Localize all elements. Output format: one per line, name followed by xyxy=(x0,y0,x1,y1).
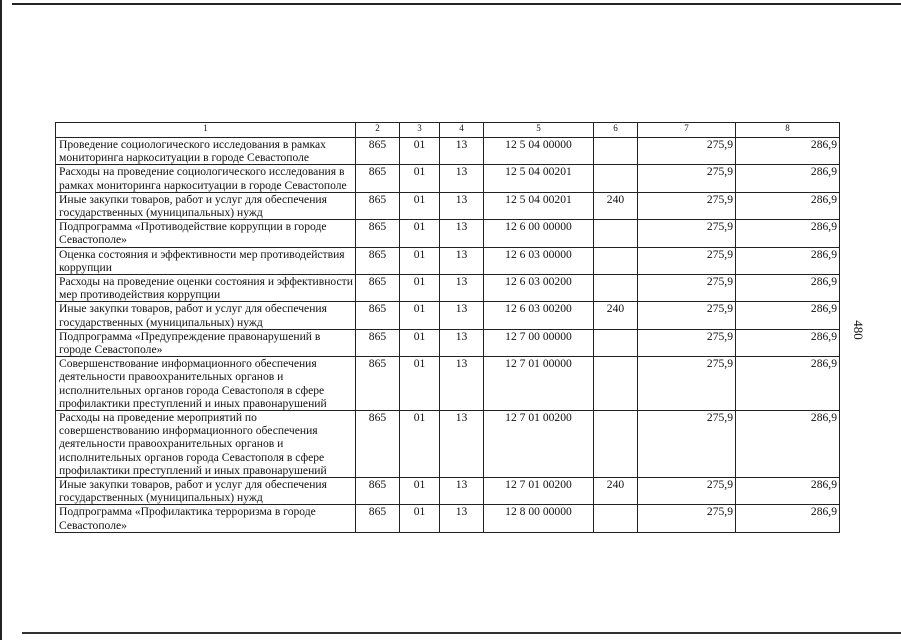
table-cell-c2: 865 xyxy=(356,357,400,411)
column-header: 1 xyxy=(56,123,356,138)
table-cell-c4: 13 xyxy=(440,357,484,411)
table-cell-c5: 12 6 00 00000 xyxy=(484,220,594,247)
table-cell-c3: 01 xyxy=(400,357,440,411)
table-cell-c8: 286,9 xyxy=(736,138,840,165)
table-row xyxy=(56,275,840,302)
table-cell-c6 xyxy=(594,165,638,192)
table-cell-c5: 12 6 03 00200 xyxy=(484,302,594,329)
budget-table xyxy=(55,122,840,533)
table-cell-c6 xyxy=(594,411,638,478)
column-header: 7 xyxy=(638,123,736,138)
table-cell-c5: 12 8 00 00000 xyxy=(484,505,594,532)
table-cell-c4: 13 xyxy=(440,247,484,274)
column-header: 5 xyxy=(484,123,594,138)
table-cell-c7: 275,9 xyxy=(638,302,736,329)
table-cell-c2: 865 xyxy=(356,329,400,356)
table-row xyxy=(56,247,840,274)
table-cell-c8: 286,9 xyxy=(736,165,840,192)
column-header: 6 xyxy=(594,123,638,138)
table-cell-c6 xyxy=(594,247,638,274)
table-row xyxy=(56,220,840,247)
table-cell-c8: 286,9 xyxy=(736,357,840,411)
table-cell-c4: 13 xyxy=(440,165,484,192)
table-cell-c3: 01 xyxy=(400,505,440,532)
table-cell-c4: 13 xyxy=(440,275,484,302)
table-row xyxy=(56,138,840,165)
table-cell-c8: 286,9 xyxy=(736,411,840,478)
table-cell-c3: 01 xyxy=(400,478,440,505)
table-cell-c5: 12 6 03 00000 xyxy=(484,247,594,274)
table-cell-c2: 865 xyxy=(356,165,400,192)
table-cell-c7: 275,9 xyxy=(638,138,736,165)
page-frame-bottom xyxy=(22,632,901,634)
table-cell-c8: 286,9 xyxy=(736,247,840,274)
table-cell-c4: 13 xyxy=(440,411,484,478)
page-frame-top xyxy=(12,3,901,5)
table-cell-c7: 275,9 xyxy=(638,192,736,219)
table-cell-name: Иные закупки товаров, работ и услуг для обеспечения государственных (муниципальных) нужд xyxy=(56,478,356,505)
table-cell-c4: 13 xyxy=(440,192,484,219)
table-cell-c6: 240 xyxy=(594,192,638,219)
table-cell-c3: 01 xyxy=(400,247,440,274)
table-cell-name: Расходы на проведение оценки состояния и эффективности мер противодействия коррупции xyxy=(56,275,356,302)
table-cell-c7: 275,9 xyxy=(638,165,736,192)
table-cell-c7: 275,9 xyxy=(638,247,736,274)
table-cell-name: Подпрограмма «Предупреждение правонарушений в городе Севастополе» xyxy=(56,329,356,356)
table-cell-c2: 865 xyxy=(356,247,400,274)
table-row xyxy=(56,505,840,532)
table-cell-c5: 12 5 04 00000 xyxy=(484,138,594,165)
table-cell-name: Подпрограмма «Профилактика терроризма в городе Севастополе» xyxy=(56,505,356,532)
table-cell-c2: 865 xyxy=(356,275,400,302)
table-row xyxy=(56,411,840,478)
table-cell-c2: 865 xyxy=(356,302,400,329)
table-cell-c5: 12 7 01 00000 xyxy=(484,357,594,411)
table-cell-c6 xyxy=(594,505,638,532)
table-cell-c5: 12 5 04 00201 xyxy=(484,192,594,219)
table-cell-c6: 240 xyxy=(594,478,638,505)
column-header: 3 xyxy=(400,123,440,138)
table-cell-c5: 12 7 00 00000 xyxy=(484,329,594,356)
table-cell-c2: 865 xyxy=(356,478,400,505)
table-cell-c6 xyxy=(594,220,638,247)
table-cell-name: Иные закупки товаров, работ и услуг для обеспечения государственных (муниципальных) нужд xyxy=(56,302,356,329)
table-cell-c6 xyxy=(594,357,638,411)
table-cell-c7: 275,9 xyxy=(638,220,736,247)
table-cell-c8: 286,9 xyxy=(736,275,840,302)
column-header: 4 xyxy=(440,123,484,138)
table-cell-c6 xyxy=(594,329,638,356)
table-cell-c7: 275,9 xyxy=(638,329,736,356)
table-cell-c3: 01 xyxy=(400,302,440,329)
table-cell-c8: 286,9 xyxy=(736,220,840,247)
column-header: 8 xyxy=(736,123,840,138)
table-cell-c4: 13 xyxy=(440,478,484,505)
table-cell-c7: 275,9 xyxy=(638,505,736,532)
table-cell-c3: 01 xyxy=(400,165,440,192)
table-cell-name: Расходы на проведение мероприятий по совершенствованию информационного обеспечения деятельности правоохранительных органов и исполнительных органов города Севастополя в сфере профилактики преступлений и иных правонарушений xyxy=(56,411,356,478)
table-cell-c3: 01 xyxy=(400,220,440,247)
table-cell-c8: 286,9 xyxy=(736,505,840,532)
table-cell-name: Расходы на проведение социологического исследования в рамках мониторинга наркоситуации в городе Севастополе xyxy=(56,165,356,192)
table-header-row xyxy=(56,123,840,138)
table-cell-c4: 13 xyxy=(440,329,484,356)
table-cell-c6: 240 xyxy=(594,302,638,329)
table-cell-c4: 13 xyxy=(440,505,484,532)
table-cell-c6 xyxy=(594,275,638,302)
table-cell-name: Совершенствование информационного обеспечения деятельности правоохранительных органов и исполнительных органов города Севастополя в сфере профилактики преступлений и иных правонарушений xyxy=(56,357,356,411)
table-cell-c3: 01 xyxy=(400,411,440,478)
page-frame-left xyxy=(0,0,2,640)
table-cell-name: Подпрограмма «Противодействие коррупции в городе Севастополе» xyxy=(56,220,356,247)
table-cell-c2: 865 xyxy=(356,220,400,247)
table-row xyxy=(56,357,840,411)
table-row xyxy=(56,165,840,192)
table-cell-c7: 275,9 xyxy=(638,411,736,478)
table-cell-c5: 12 5 04 00201 xyxy=(484,165,594,192)
table-cell-c8: 286,9 xyxy=(736,329,840,356)
table-cell-c3: 01 xyxy=(400,275,440,302)
table-cell-name: Иные закупки товаров, работ и услуг для обеспечения государственных (муниципальных) нужд xyxy=(56,192,356,219)
column-header: 2 xyxy=(356,123,400,138)
table-cell-c2: 865 xyxy=(356,505,400,532)
table-cell-c8: 286,9 xyxy=(736,478,840,505)
table-cell-c2: 865 xyxy=(356,192,400,219)
table-cell-c7: 275,9 xyxy=(638,357,736,411)
table-cell-c4: 13 xyxy=(440,302,484,329)
table-cell-c3: 01 xyxy=(400,329,440,356)
table-row xyxy=(56,192,840,219)
table-row xyxy=(56,302,840,329)
table-cell-c2: 865 xyxy=(356,138,400,165)
table-row xyxy=(56,478,840,505)
table-cell-c8: 286,9 xyxy=(736,192,840,219)
table-cell-c7: 275,9 xyxy=(638,478,736,505)
table-cell-name: Оценка состояния и эффективности мер противодействия коррупции xyxy=(56,247,356,274)
table-cell-c3: 01 xyxy=(400,192,440,219)
table-row xyxy=(56,329,840,356)
table-cell-c5: 12 6 03 00200 xyxy=(484,275,594,302)
table-cell-c6 xyxy=(594,138,638,165)
table-cell-c4: 13 xyxy=(440,220,484,247)
table-cell-c8: 286,9 xyxy=(736,302,840,329)
table-cell-c7: 275,9 xyxy=(638,275,736,302)
page-number: 480 xyxy=(850,320,866,340)
table-cell-c5: 12 7 01 00200 xyxy=(484,478,594,505)
table-cell-name: Проведение социологического исследования в рамках мониторинга наркоситуации в городе Севастополе xyxy=(56,138,356,165)
table-cell-c4: 13 xyxy=(440,138,484,165)
table-cell-c3: 01 xyxy=(400,138,440,165)
table-cell-c5: 12 7 01 00200 xyxy=(484,411,594,478)
table-cell-c2: 865 xyxy=(356,411,400,478)
